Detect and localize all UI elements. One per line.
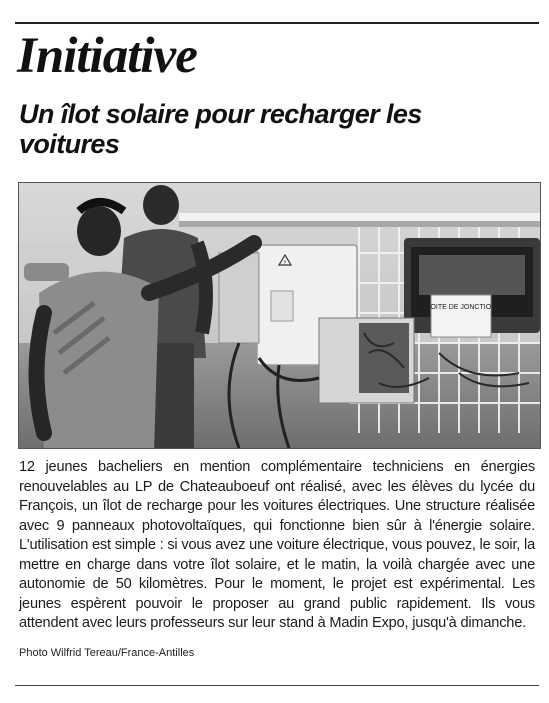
top-rule: [15, 22, 539, 24]
article-photo: [18, 182, 541, 449]
photo-illustration: [19, 183, 540, 448]
article-headline: Un îlot solaire pour recharger les voitures: [19, 99, 422, 159]
bottom-rule: [15, 685, 539, 686]
article-body: 12 jeunes bacheliers en mention complémentaire techniciens en énergies renouvelables au LP de Chateauboeuf ont réalisé, avec les élèves du lycée du François, un îlot de recharge pour les voitures électriques. Une structure réalisée avec 9 panneaux photovoltaïques, qui fonctionne bien sûr à l'énergie solaire. L'utilisation est simple : si vous avez une voiture électrique, vous pouvez, le soir, la mettre en charge dans votre îlot solaire, et le matin, la voilà chargée avec une autonomie de 50 kilomètres. Pour le moment, le projet est expérimental. Les jeunes espèrent pouvoir le proposer au grand public rapidement. Ils vous attendent avec leurs professeurs sur leur stand à Madin Expo, jusqu'à dimanche.: [19, 459, 535, 631]
junction-sign-text: BOITE DE JONCTION: [425, 304, 497, 311]
section-kicker: Initiative: [17, 28, 197, 84]
photo-credit: Photo Wilfrid Tereau/France-Antilles: [19, 647, 195, 659]
hazard-sign-icon: ⚡: [282, 259, 288, 266]
